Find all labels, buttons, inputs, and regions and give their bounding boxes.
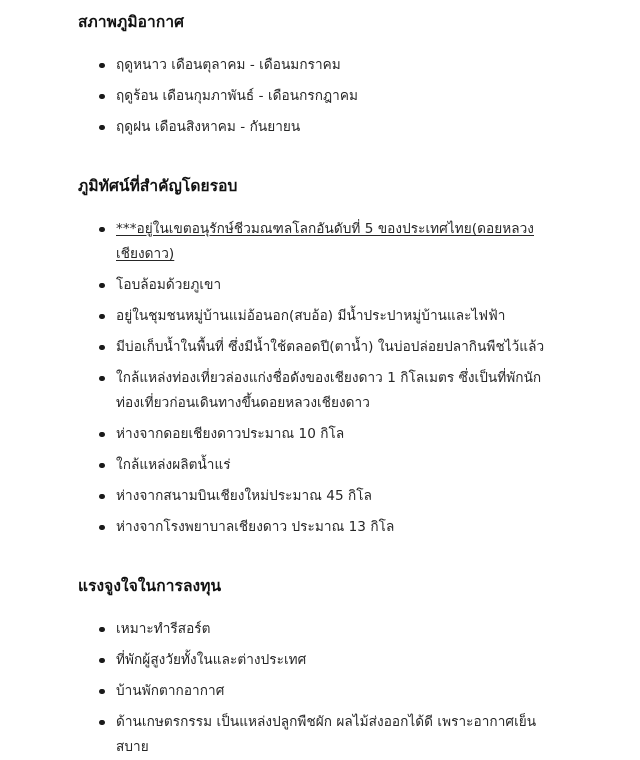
section-investment-motivation [0,576,640,760]
section-spacer-extra [0,562,640,576]
list-item [0,710,640,760]
section-climate [0,12,640,140]
list-item-text: ใกล้แหล่งผลิตน้ำแร่ [116,456,231,473]
list-item-text: ห่างจากดอยเชียงดาวประมาณ 10 กิโล [116,425,345,442]
list-item-highlighted [0,217,640,267]
list-item [0,366,640,416]
list-item-text: ใกล้แหล่งท่องเที่ยวล่องแก่งชื่อดังของเชียงดาว 1 กิโลเมตร ซึ่งเป็นที่พักนักท่องเที่ยวก่อนเดินทางขึ้นดอยหลวงเชียงดาว [116,369,542,411]
list-item [0,53,640,78]
list-item-text: ***อยู่ในเขตอนุรักษ์ชีวมณฑลโลกอันดับที่ 5 ของประเทศไทย(ดอยหลวงเชียงดาว) [116,220,534,262]
list-item [0,335,640,360]
section-spacer-extra [0,162,640,176]
list-item [0,84,640,109]
section-spacer [0,540,640,562]
top-spacer [0,0,640,12]
list-item [0,304,640,329]
list-item-text: เหมาะทำรีสอร์ต [116,620,211,637]
list-item [0,115,640,140]
list-item-text: ฤดูร้อน เดือนกุมภาพันธ์ - เดือนกรกฎาคม [116,87,359,104]
spacer [0,33,640,53]
list-item [0,422,640,447]
list-item-text: ฤดูฝน เดือนสิงหาคม - กันยายน [116,118,301,135]
list-item [0,679,640,704]
list-item [0,273,640,298]
list-item-text: ด้านเกษตรกรรม เป็นแหล่งปลูกพืชผัก ผลไม้ส่งออกได้ดี เพราะอากาศเย็นสบาย [116,713,537,755]
section-heading-climate: สภาพภูมิอากาศ [78,13,185,31]
bullet-list-climate [0,53,640,140]
list-item-text: ที่พักผู้สูงวัยทั้งในและต่างประเทศ [116,651,307,668]
list-item-text: ฤดูหนาว เดือนตุลาคม - เดือนมกราคม [116,56,341,73]
list-item [0,453,640,478]
list-item [0,617,640,642]
list-item-text: บ้านพักตากอากาศ [116,682,225,699]
list-item [0,515,640,540]
bullet-list-surrounding-landscape [0,217,640,540]
list-item-text: โอบล้อมด้วยภูเขา [116,276,222,293]
list-item-text: ห่างจากโรงพยาบาลเชียงดาว ประมาณ 13 กิโล [116,518,395,535]
list-item [0,484,640,509]
section-spacer [0,140,640,162]
list-item-text: ห่างจากสนามบินเชียงใหม่ประมาณ 45 กิโล [116,487,373,504]
section-heading-surrounding-landscape: ภูมิทัศน์ที่สำคัญโดยรอบ [78,176,238,195]
list-item-text: อยู่ในชุมชนหมู่บ้านแม่อ้อนอก(สบอ้อ) มีน้ำประปาหมู่บ้านและไฟฟ้า [116,307,506,324]
bullet-list-investment-motivation [0,617,640,760]
list-item [0,648,640,673]
spacer [0,197,640,217]
section-surrounding-landscape [0,176,640,540]
section-heading-investment-motivation: แรงจูงใจในการลงทุน [78,576,222,595]
spacer [0,597,640,617]
list-item-text: มีบ่อเก็บน้ำในพื้นที่ ซึ่งมีน้ำใช้ตลอดปี(ตาน้ำ) ในบ่อปล่อยปลากินพืชไว้แล้ว [116,338,545,355]
